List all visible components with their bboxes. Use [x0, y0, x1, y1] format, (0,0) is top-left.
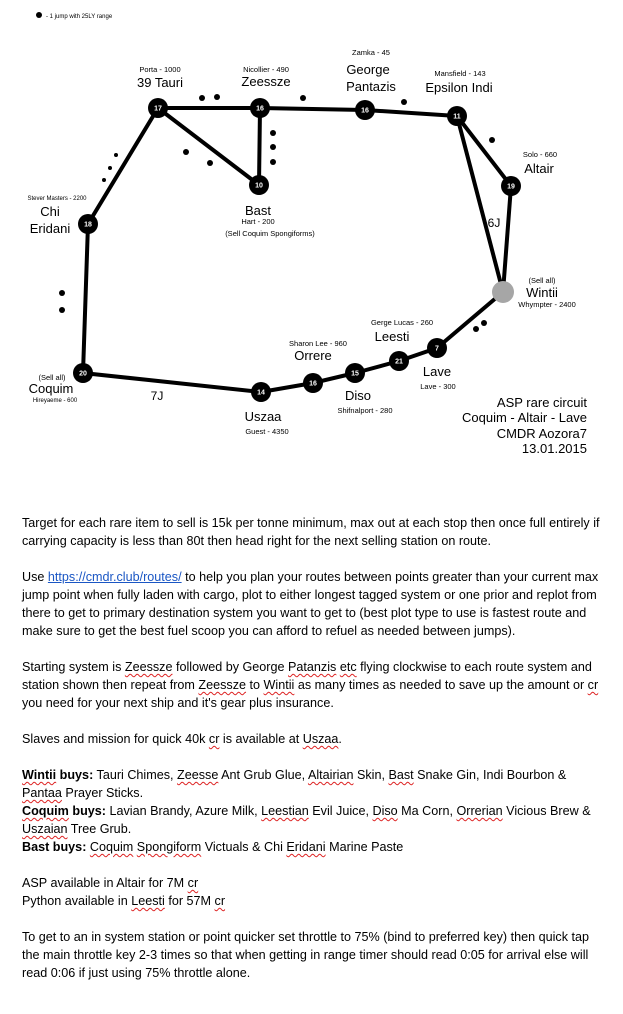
edge-chi-coquim — [83, 224, 88, 373]
svg-text:19: 19 — [507, 183, 515, 191]
wintii-name: Wintii — [526, 285, 558, 300]
svg-text:20: 20 — [79, 370, 87, 378]
document-body — [22, 514, 602, 1000]
ships-paragraph — [22, 874, 602, 910]
system-leesti-node — [389, 351, 409, 371]
edge-label-altair-wintii: 6J — [487, 216, 501, 230]
coquim-station: Hireyaeme - 600 — [32, 398, 78, 404]
starting-system-paragraph: Starting system is Zeessze followed by George Patanzis etc flying clockwise to each route system and station shown then repeat from Zeessze to Wintii as many times as needed to save up the amount or cr you need for your next ship and it's gear plus insurance. — [22, 660, 599, 710]
leesti-station: Gerge Lucas - 260 — [370, 318, 434, 327]
altair-name: Altair — [524, 161, 554, 176]
system-chi-eridani-node — [78, 214, 98, 234]
edge-label-coquim-uszaa: 7J — [150, 389, 164, 403]
pantazis-station: Zamka - 45 — [352, 48, 390, 57]
edge-coquim-uszaa — [83, 373, 261, 392]
svg-text:17: 17 — [154, 105, 162, 113]
bast-note: (Sell Coquim Spongiforms) — [225, 229, 315, 238]
edge-zeessze-pantazis — [260, 108, 365, 110]
system-diso-node — [345, 363, 365, 383]
wintii-station: Whympter - 2400 — [518, 300, 576, 309]
system-39-tauri-node — [148, 98, 168, 118]
svg-text:10: 10 — [255, 182, 263, 190]
svg-text:15: 15 — [351, 370, 359, 378]
slaves-paragraph: Slaves and mission for quick 40k cr is available at Uszaa. — [22, 732, 342, 746]
system-altair-node — [501, 176, 521, 196]
system-bast-node — [249, 175, 269, 195]
cmdr-club-routes-link[interactable]: https://cmdr.club/routes/ — [47, 570, 182, 584]
system-uszaa-node — [251, 382, 271, 402]
svg-text:16: 16 — [256, 105, 264, 113]
svg-text:11: 11 — [453, 113, 461, 121]
system-coquim-node — [73, 363, 93, 383]
edge-zeessze-bast — [259, 108, 260, 185]
route-map — [0, 0, 623, 470]
target-paragraph: Target for each rare item to sell is 15k per tonne minimum, max out at each stop then once full entirely if carrying capacity is less than 80t then head right for the next selling station on route. — [22, 516, 600, 548]
coquim-name: Coquim — [28, 381, 74, 396]
edge-lave-wintii — [437, 292, 503, 348]
orrere-station: Sharon Lee - 960 — [289, 339, 347, 348]
system-wintii-node — [492, 281, 514, 303]
epsilon-station: Mansfield - 143 — [434, 69, 486, 78]
wintii-buys-line: Wintii buys: Tauri Chimes, Zeesse Ant Grub Glue, Altairian Skin, Bast Snake Gin, Indi Bourbon & Pantaa Prayer Sticks. — [22, 768, 567, 800]
epsilon-name: Epsilon Indi — [425, 80, 493, 95]
legend-dot — [36, 12, 42, 18]
lave-station: Lave - 300 — [420, 382, 456, 391]
svg-text:16: 16 — [309, 380, 317, 388]
svg-text:7: 7 — [435, 345, 439, 353]
system-pantazis-node — [355, 100, 375, 120]
zeessze-name: Zeessze — [241, 74, 291, 89]
lave-name: Lave — [422, 364, 452, 379]
asp-line: ASP available in Altair for 7M cr — [22, 876, 199, 890]
caption-line2: Coquim - Altair - Lave — [462, 410, 587, 425]
system-orrere-node — [303, 373, 323, 393]
caption-line1: ASP rare circuit — [496, 395, 587, 410]
edge-pantazis-epsilon — [365, 110, 457, 116]
routes-paragraph: Use https://cmdr.club/routes/ to help you plan your routes between points greater than your current max jump point when fully laden with cargo, plot to either longest tagged system or one prior and replot from there to get to primary destination system you want to get to (best plot type to use is fastest route and make sure to get the best fuel scoop you can afford to refuel as needed between jumps). — [22, 570, 599, 638]
chi-name-line2: Eridani — [29, 221, 71, 236]
bast-station: Hart - 200 — [241, 217, 275, 226]
leesti-name: Leesti — [374, 329, 410, 344]
edge-epsilon-wintii — [457, 116, 503, 292]
throttle-paragraph: To get to an in system station or point quicker set throttle to 75% (bind to preferred key) then quick tap the main throttle key 2-3 times so that when getting in range timer should read 0:05 for arrival else will read 0:06 if just using 75% throttle alone. — [22, 930, 590, 980]
legend-text: - 1 jump with 25LY range — [46, 14, 113, 20]
wintii-sell: (Sell all) — [528, 276, 556, 285]
zeessze-station: Nicollier - 490 — [243, 65, 289, 74]
diso-name: Diso — [344, 388, 372, 403]
system-lave-node — [427, 338, 447, 358]
altair-station: Solo - 660 — [522, 150, 558, 159]
buys-paragraph — [22, 766, 602, 856]
svg-text:21: 21 — [395, 358, 403, 366]
jump-dots — [59, 94, 495, 332]
bast-buys-line: Bast buys: Coquim Spongiform Victuals & Chi Eridani Marine Paste — [22, 840, 404, 854]
diso-station: Shifnalport - 280 — [337, 406, 393, 415]
orrere-name: Orrere — [294, 348, 332, 363]
system-epsilon-indi-node — [447, 106, 467, 126]
chi-name-line1: Chi — [40, 204, 60, 219]
pantazis-name-line2: Pantazis — [346, 79, 396, 94]
coquim-buys-line: Coquim buys: Lavian Brandy, Azure Milk, Leestian Evil Juice, Diso Ma Corn, Orrerian Vicious Brew & Uszaian Tree Grub. — [22, 804, 591, 836]
chi-station: Stever Masters - 2200 — [27, 196, 87, 202]
svg-text:18: 18 — [84, 221, 92, 229]
python-line: Python available in Leesti for 57M cr — [22, 894, 226, 908]
edge-altair-wintii — [503, 186, 511, 292]
svg-text:16: 16 — [361, 107, 369, 115]
system-zeessze-node — [250, 98, 270, 118]
coquim-sell: (Sell all) — [38, 373, 66, 382]
uszaa-name: Uszaa — [244, 409, 282, 424]
bast-name: Bast — [244, 203, 272, 218]
uszaa-station: Guest - 4350 — [245, 427, 289, 436]
edge-tauri-bast — [158, 108, 259, 185]
caption-line4: 13.01.2015 — [521, 441, 587, 456]
tauri-name: 39 Tauri — [136, 75, 184, 90]
svg-text:14: 14 — [257, 389, 265, 397]
tauri-station: Porta - 1000 — [139, 65, 181, 74]
pantazis-name-line1: George — [346, 62, 390, 77]
caption-line3: CMDR Aozora7 — [496, 426, 587, 441]
edge-tauri-chi — [88, 108, 158, 224]
